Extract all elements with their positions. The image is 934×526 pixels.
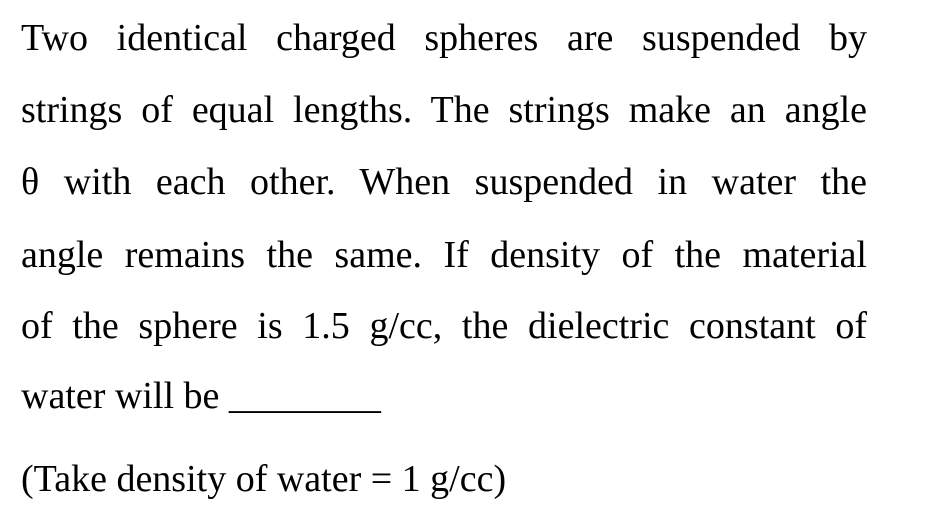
question-line-2: strings of equal lengths. The strings make an angle	[21, 89, 867, 131]
question-line-1: Two identical charged spheres are suspended by	[21, 17, 867, 59]
question-line-4: angle remains the same. If density of the material	[21, 234, 867, 276]
question-line-5: of the sphere is 1.5 g/cc, the dielectric constant of	[21, 305, 867, 347]
question-line-3: θ with each other. When suspended in water the	[21, 161, 867, 203]
question-line-6	[21, 372, 867, 420]
answer-blank: ________	[228, 375, 381, 417]
question-note: (Take density of water = 1 g/cc)	[21, 458, 507, 500]
question-last-line: water will be	[21, 375, 220, 417]
